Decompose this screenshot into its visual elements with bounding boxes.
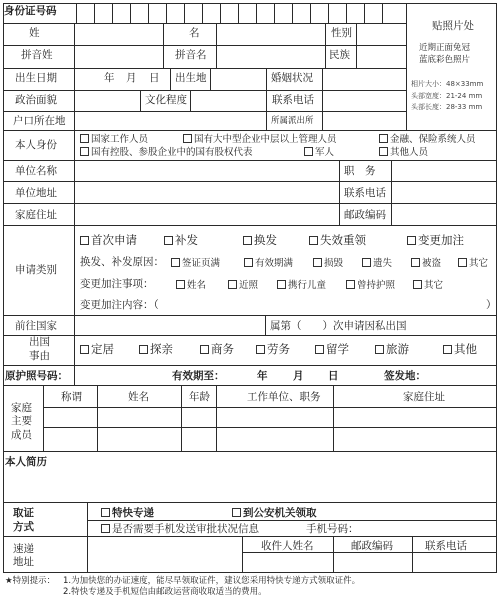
label-identity: 本人身份 — [15, 139, 57, 151]
reason-stolen-label: 被盗 — [422, 258, 442, 269]
reason-damaged-label: 损毁 — [324, 258, 344, 269]
photo-note-1: 近期正面免冠 — [419, 43, 471, 53]
label-gender: 性别 — [331, 27, 352, 39]
id-box-line — [112, 3, 113, 23]
reason-visa-pages-full[interactable] — [171, 258, 220, 269]
note-2: 2.特快专递及手机短信由邮政运营商收取适当的费用。 — [63, 587, 267, 597]
photo-note-2: 蓝底彩色照片 — [419, 55, 471, 65]
hline-14 — [3, 385, 497, 386]
photo-spec-1: 相片大小：48×33mm — [411, 80, 484, 88]
identity-option-6[interactable] — [379, 147, 428, 158]
hline-bottom — [3, 572, 497, 573]
identity-option-2-label: 国有大中型企业中层以上管理人员 — [194, 134, 337, 145]
label-destination: 前往国家 — [15, 320, 57, 332]
identity-option-2[interactable] — [183, 134, 337, 145]
change-content-close: ） — [486, 299, 497, 311]
change-other[interactable] — [413, 280, 443, 291]
application-count-text: 属第（ ）次申请因私出国 — [270, 320, 407, 332]
note-prefix: ★特别提示： — [5, 576, 56, 586]
app-renewal-label: 换发 — [254, 233, 277, 247]
label-pinyin-surname: 拼音姓 — [21, 49, 53, 61]
id-box-line — [364, 3, 365, 23]
reason-lost-label: 遗失 — [373, 258, 393, 269]
identity-option-3-label: 金融、保险系统人员 — [390, 134, 476, 145]
purpose-labor[interactable] — [256, 344, 290, 356]
change-prev-passport-label: 曾持护照 — [357, 280, 396, 291]
id-box-line — [130, 3, 131, 23]
recipient-name-label: 收件人姓名 — [261, 540, 314, 552]
label-pinyin-given-name: 拼音名 — [175, 49, 207, 61]
vline-pickup — [87, 502, 88, 572]
border-left — [3, 3, 4, 573]
family-col-employer: 工作单位、职务 — [247, 391, 321, 403]
identity-option-5-label: 军人 — [315, 147, 335, 158]
change-name[interactable] — [176, 280, 206, 291]
family-col-relation: 称谓 — [61, 391, 82, 403]
id-box-line — [328, 3, 329, 23]
label-express-2: 地址 — [13, 556, 34, 568]
hline-16 — [43, 427, 497, 428]
label-employer-address: 单位地址 — [15, 187, 57, 199]
hline-2 — [3, 45, 406, 46]
reason-other-label: 其它 — [469, 258, 489, 269]
family-label-2: 主要 — [11, 415, 32, 427]
birth-day-unit: 日 — [149, 72, 160, 84]
hline-18 — [3, 502, 497, 503]
label-political-status: 政治面貌 — [15, 94, 57, 106]
label-birthplace: 出生地 — [175, 72, 207, 84]
id-box-line — [310, 3, 311, 23]
hline-6 — [3, 130, 497, 131]
identity-option-4[interactable] — [80, 147, 253, 158]
identity-option-1-label: 国家工作人员 — [91, 134, 149, 145]
valid-day-unit: 日 — [328, 370, 339, 382]
label-phone: 联系电话 — [272, 94, 314, 106]
family-label-3: 成员 — [11, 429, 32, 441]
express-postcode-label: 邮政编码 — [351, 540, 393, 552]
id-box-line — [166, 3, 167, 23]
vline-name-3 — [325, 23, 326, 68]
label-express-1: 速递 — [13, 543, 34, 555]
vline-express-3 — [412, 536, 413, 572]
hline-20 — [3, 536, 497, 537]
label-issue-place: 签发地： — [384, 370, 426, 382]
vline-destination — [265, 315, 266, 335]
purpose-study-label: 留学 — [326, 342, 349, 356]
hline-5 — [3, 111, 406, 112]
label-given-name: 名 — [189, 27, 200, 39]
vline-family-label — [43, 385, 44, 451]
label-education: 文化程度 — [145, 94, 187, 106]
hline-10 — [3, 225, 497, 226]
pickup-police-label: 到公安机关领取 — [243, 507, 317, 519]
vline-hukou-1 — [266, 111, 267, 130]
hline-12 — [3, 335, 497, 336]
hline-21 — [242, 552, 497, 553]
label-marital-status: 婚姻状况 — [271, 72, 313, 84]
hline-1 — [3, 23, 406, 24]
label-valid-until: 有效期至： — [172, 370, 225, 382]
change-photo-label: 近照 — [239, 280, 259, 291]
change-label: 变更加注事项： — [80, 278, 154, 290]
hline-7 — [3, 160, 497, 161]
vline-express-1 — [242, 536, 243, 572]
vline-employer-1 — [339, 160, 340, 225]
label-resume: 本人简历 — [5, 456, 47, 468]
birth-year-unit: 年 — [104, 72, 115, 84]
change-content-label: 变更加注内容：（ — [80, 299, 159, 311]
identity-option-3[interactable] — [379, 134, 476, 145]
label-employer: 单位名称 — [15, 165, 57, 177]
identity-option-6-label: 其他人员 — [390, 147, 429, 158]
label-hukou: 户口所在地 — [13, 115, 66, 127]
identity-option-1[interactable] — [80, 134, 148, 145]
hline-19 — [87, 520, 497, 521]
family-col-age: 年龄 — [189, 391, 210, 403]
label-col-divider — [74, 23, 75, 385]
hline-9 — [3, 203, 497, 204]
photo-divider — [406, 3, 407, 130]
note-1: 1.为加快您的办证速度，能尽早领取证件，建议您采用特快专递方式领取证件。 — [63, 576, 361, 586]
express-phone-label: 联系电话 — [425, 540, 467, 552]
hline-8 — [3, 181, 497, 182]
id-box-line — [382, 3, 383, 23]
hline-17 — [3, 451, 497, 452]
change-prev-passport[interactable] — [346, 280, 395, 291]
identity-option-4-label: 国有控股、参股企业中的国有股权代表 — [91, 147, 253, 158]
id-box-line — [238, 3, 239, 23]
purpose-business-label: 商务 — [211, 342, 234, 356]
app-invalid-reclaim[interactable] — [309, 235, 366, 247]
hline-3 — [3, 68, 406, 69]
reason-damaged[interactable] — [313, 258, 343, 269]
sms-option[interactable] — [101, 524, 259, 535]
hline-15 — [43, 407, 497, 408]
label-pickup-2: 方式 — [13, 521, 34, 533]
change-children[interactable] — [277, 280, 326, 291]
label-contact-phone: 联系电话 — [344, 187, 386, 199]
change-other-label: 其它 — [424, 280, 444, 291]
id-box-line — [94, 3, 95, 23]
label-application-type: 申请类别 — [15, 264, 57, 276]
purpose-study[interactable] — [315, 344, 349, 356]
purpose-other-label: 其他 — [454, 342, 477, 356]
vline-name-2 — [216, 23, 217, 68]
vline-family-4 — [333, 385, 334, 451]
label-pickup-1: 取证 — [13, 507, 34, 519]
hline-13 — [3, 365, 497, 366]
vline-express-2 — [333, 536, 334, 572]
app-invalid-reclaim-label: 失效重领 — [320, 233, 366, 247]
pickup-express-label: 特快专递 — [112, 507, 154, 519]
change-name-label: 姓名 — [187, 280, 207, 291]
pickup-police[interactable] — [232, 508, 317, 519]
purpose-settle[interactable] — [80, 344, 114, 356]
birth-month-unit: 月 — [126, 72, 137, 84]
reason-lost[interactable] — [362, 258, 392, 269]
app-reissue-label: 补发 — [175, 233, 198, 247]
valid-year-unit: 年 — [257, 370, 268, 382]
vline-birth-2 — [210, 68, 211, 90]
reason-label: 换发、补发原因： — [80, 256, 164, 268]
hline-11 — [3, 315, 497, 316]
id-box-divider — [76, 3, 77, 23]
label-ethnicity: 民族 — [329, 49, 350, 61]
purpose-other[interactable] — [443, 344, 477, 356]
border-right — [496, 3, 497, 573]
reason-other[interactable] — [458, 258, 488, 269]
id-box-line — [256, 3, 257, 23]
id-number-label: 身份证号码 — [4, 5, 57, 17]
change-children-label: 携行儿童 — [288, 280, 327, 291]
purpose-tourism-label: 旅游 — [386, 342, 409, 356]
purpose-visit[interactable] — [139, 344, 173, 356]
label-surname: 姓 — [29, 27, 40, 39]
purpose-settle-label: 定居 — [91, 342, 114, 356]
label-previous-passport: 原护照号码： — [5, 370, 68, 382]
app-reissue[interactable] — [164, 235, 198, 247]
family-label-1: 家庭 — [11, 402, 32, 414]
vline-birth-4 — [322, 68, 323, 111]
id-box-line — [148, 3, 149, 23]
vline-birth-1 — [170, 68, 171, 90]
vline-birth-3 — [266, 68, 267, 111]
vline-name-1 — [163, 23, 164, 68]
vline-edu-2 — [190, 90, 191, 111]
purpose-tourism[interactable] — [375, 344, 409, 356]
label-postcode: 邮政编码 — [344, 209, 386, 221]
app-change-endorsement[interactable] — [407, 235, 464, 247]
hline-top — [3, 3, 497, 4]
app-change-endorsement-label: 变更加注 — [418, 233, 464, 247]
app-renewal[interactable] — [243, 235, 277, 247]
photo-spec-3: 头部长度：28-33 mm — [411, 103, 483, 111]
vline-family-2 — [181, 385, 182, 451]
identity-option-5[interactable] — [304, 147, 334, 158]
vline-edu-1 — [140, 90, 141, 111]
vline-name-4 — [356, 23, 357, 68]
photo-title: 贴照片处 — [432, 20, 474, 32]
purpose-business[interactable] — [200, 344, 234, 356]
sms-option-label: 是否需要手机发送审批状况信息 — [112, 523, 259, 535]
id-box-line — [292, 3, 293, 23]
label-home-address: 家庭住址 — [15, 209, 57, 221]
vline-employer-2 — [391, 160, 392, 225]
reason-visa-pages-full-label: 签证页满 — [182, 258, 221, 269]
family-col-name: 姓名 — [128, 391, 149, 403]
vline-family-1 — [97, 385, 98, 451]
app-first-time[interactable] — [80, 235, 137, 247]
vline-hukou-2 — [322, 111, 323, 130]
app-first-time-label: 首次申请 — [91, 233, 137, 247]
vline-family-3 — [216, 385, 217, 451]
label-job-title: 职 务 — [344, 165, 376, 177]
label-purpose-1: 出国 — [29, 336, 50, 348]
label-birth-date: 出生日期 — [15, 72, 57, 84]
purpose-labor-label: 劳务 — [267, 342, 290, 356]
family-col-address: 家庭住址 — [403, 391, 445, 403]
photo-spec-2: 头部宽度：21-24 mm — [411, 92, 483, 100]
id-box-line — [202, 3, 203, 23]
id-box-line — [346, 3, 347, 23]
id-box-line — [184, 3, 185, 23]
label-purpose-2: 事由 — [29, 350, 50, 362]
reason-expired[interactable] — [244, 258, 293, 269]
hline-4 — [3, 90, 406, 91]
label-police-station: 所属派出所 — [271, 116, 314, 126]
reason-expired-label: 有效期满 — [255, 258, 294, 269]
change-photo[interactable] — [228, 280, 258, 291]
id-box-line — [274, 3, 275, 23]
pickup-express[interactable] — [101, 508, 154, 519]
id-box-line — [220, 3, 221, 23]
purpose-visit-label: 探亲 — [150, 342, 173, 356]
mobile-label: 手机号码： — [306, 523, 359, 535]
valid-month-unit: 月 — [293, 370, 304, 382]
reason-stolen[interactable] — [411, 258, 441, 269]
